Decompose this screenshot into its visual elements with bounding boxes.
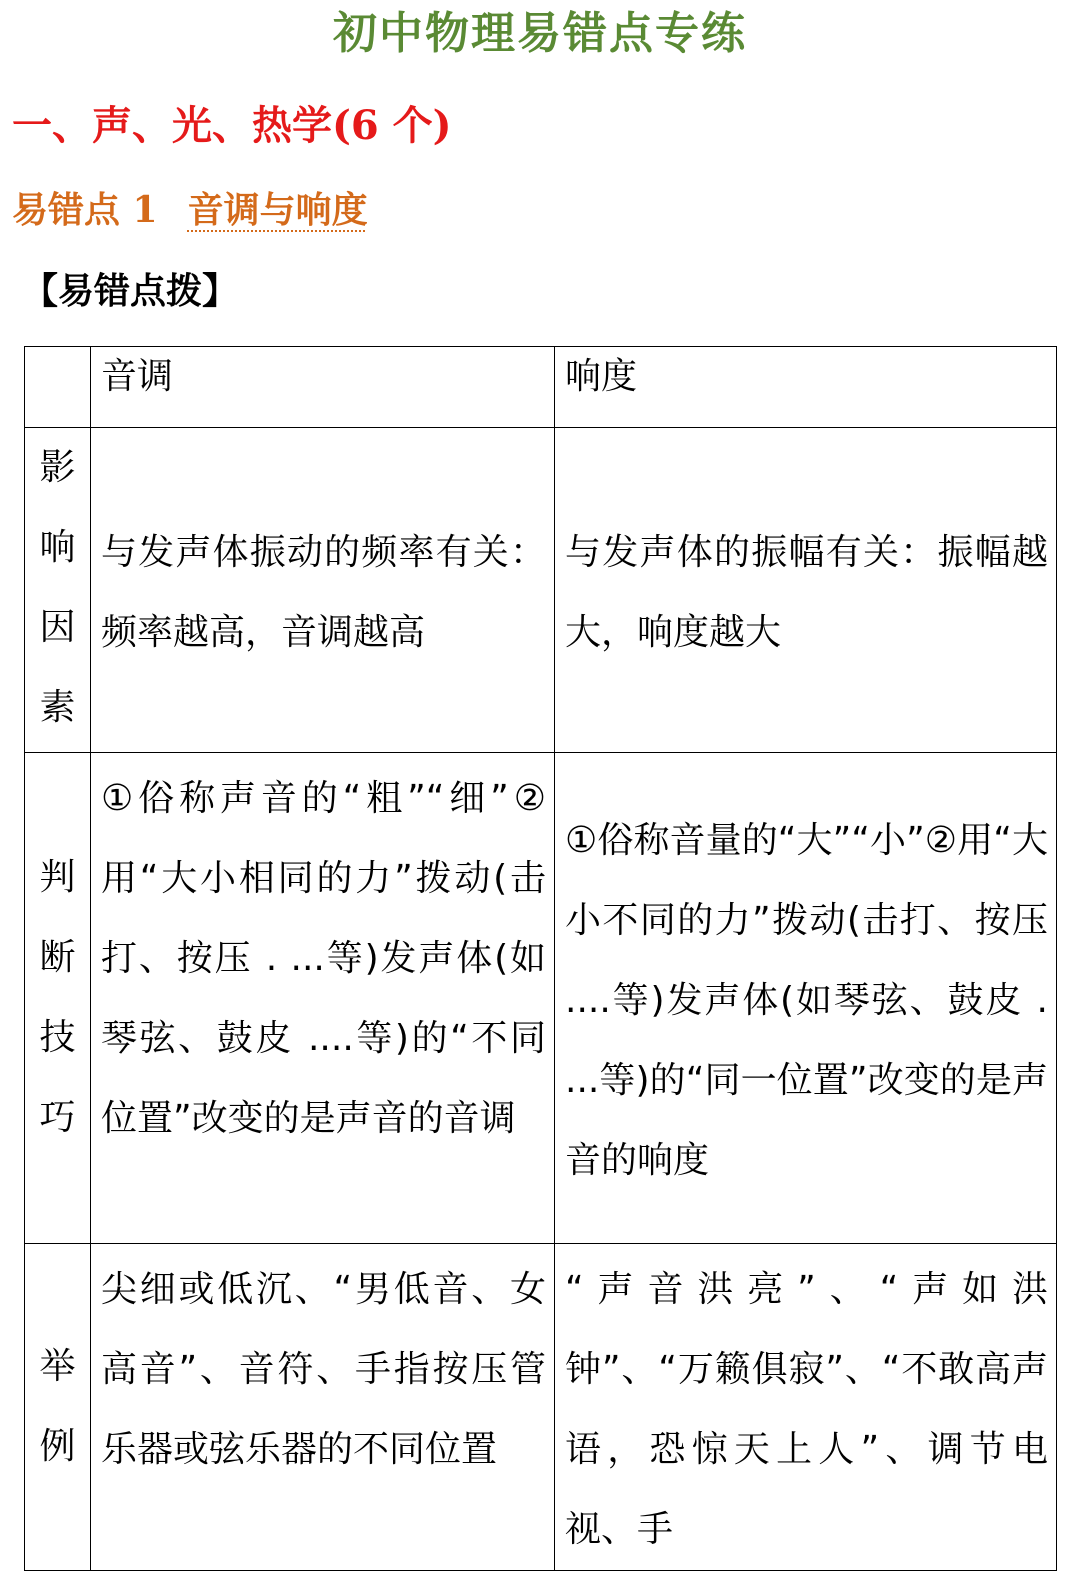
hint-heading: 【易错点拨】 <box>22 271 239 312</box>
error-point-topic: 音调与响度 <box>187 189 368 231</box>
row-label-cell <box>25 428 91 753</box>
table-row <box>25 753 1057 1244</box>
header-loudness: 响度 <box>565 356 638 397</box>
table-header-row <box>25 347 1057 428</box>
row-label-tips: 判 断 技 巧 <box>39 857 76 1138</box>
pitch-examples-text: 尖细或低沉、“男低音、女高音”、音符、手指按压管乐器或弦乐器的不同位置 <box>101 1269 546 1470</box>
loudness-examples-cell <box>555 1244 1057 1571</box>
loudness-factors-cell <box>555 428 1057 753</box>
loudness-tips-text: ①俗称音量的“大”“小”②用“大小不同的力”拨动(击打、按压 ....等)发声体(如琴弦、鼓皮 . ...等)的“同一位置”改变的是声音的响度 <box>565 820 1048 1181</box>
header-pitch: 音调 <box>101 356 174 397</box>
table-row <box>25 428 1057 753</box>
row-label-cell <box>25 1244 91 1571</box>
row-label-cell <box>25 753 91 1244</box>
document-title: 初中物理易错点专练 <box>333 8 747 59</box>
row-label-factors: 影 响 因 素 <box>39 447 76 728</box>
header-pitch-cell <box>91 347 555 428</box>
pitch-factors-cell <box>91 428 555 753</box>
loudness-examples-text: “声音洪亮”、“声如洪钟”、“万籁俱寂”、“不敢高声语，恐惊天上人”、调节电视、手 <box>565 1269 1048 1550</box>
pitch-factors-text: 与发声体振动的频率有关：频率越高，音调越高 <box>101 532 546 653</box>
section-heading: 一、声、光、热学(6 个) <box>12 102 452 149</box>
header-empty-cell <box>25 347 91 428</box>
error-point-heading <box>12 184 368 236</box>
pitch-tips-cell <box>91 753 555 1244</box>
comparison-table <box>24 346 1057 1571</box>
pitch-examples-cell <box>91 1244 555 1571</box>
error-point-label: 易错点 1 <box>12 189 158 231</box>
loudness-factors-text: 与发声体的振幅有关：振幅越大，响度越大 <box>565 532 1048 653</box>
header-loudness-cell <box>555 347 1057 428</box>
row-label-examples: 举 例 <box>39 1346 76 1467</box>
table-row <box>25 1244 1057 1571</box>
loudness-tips-cell <box>555 753 1057 1244</box>
pitch-tips-text: ①俗称声音的“粗”“细”②用“大小相同的力”拨动(击打、按压 . ...等)发声体(如琴弦、鼓皮 ....等)的“不同位置”改变的是声音的音调 <box>101 778 546 1139</box>
